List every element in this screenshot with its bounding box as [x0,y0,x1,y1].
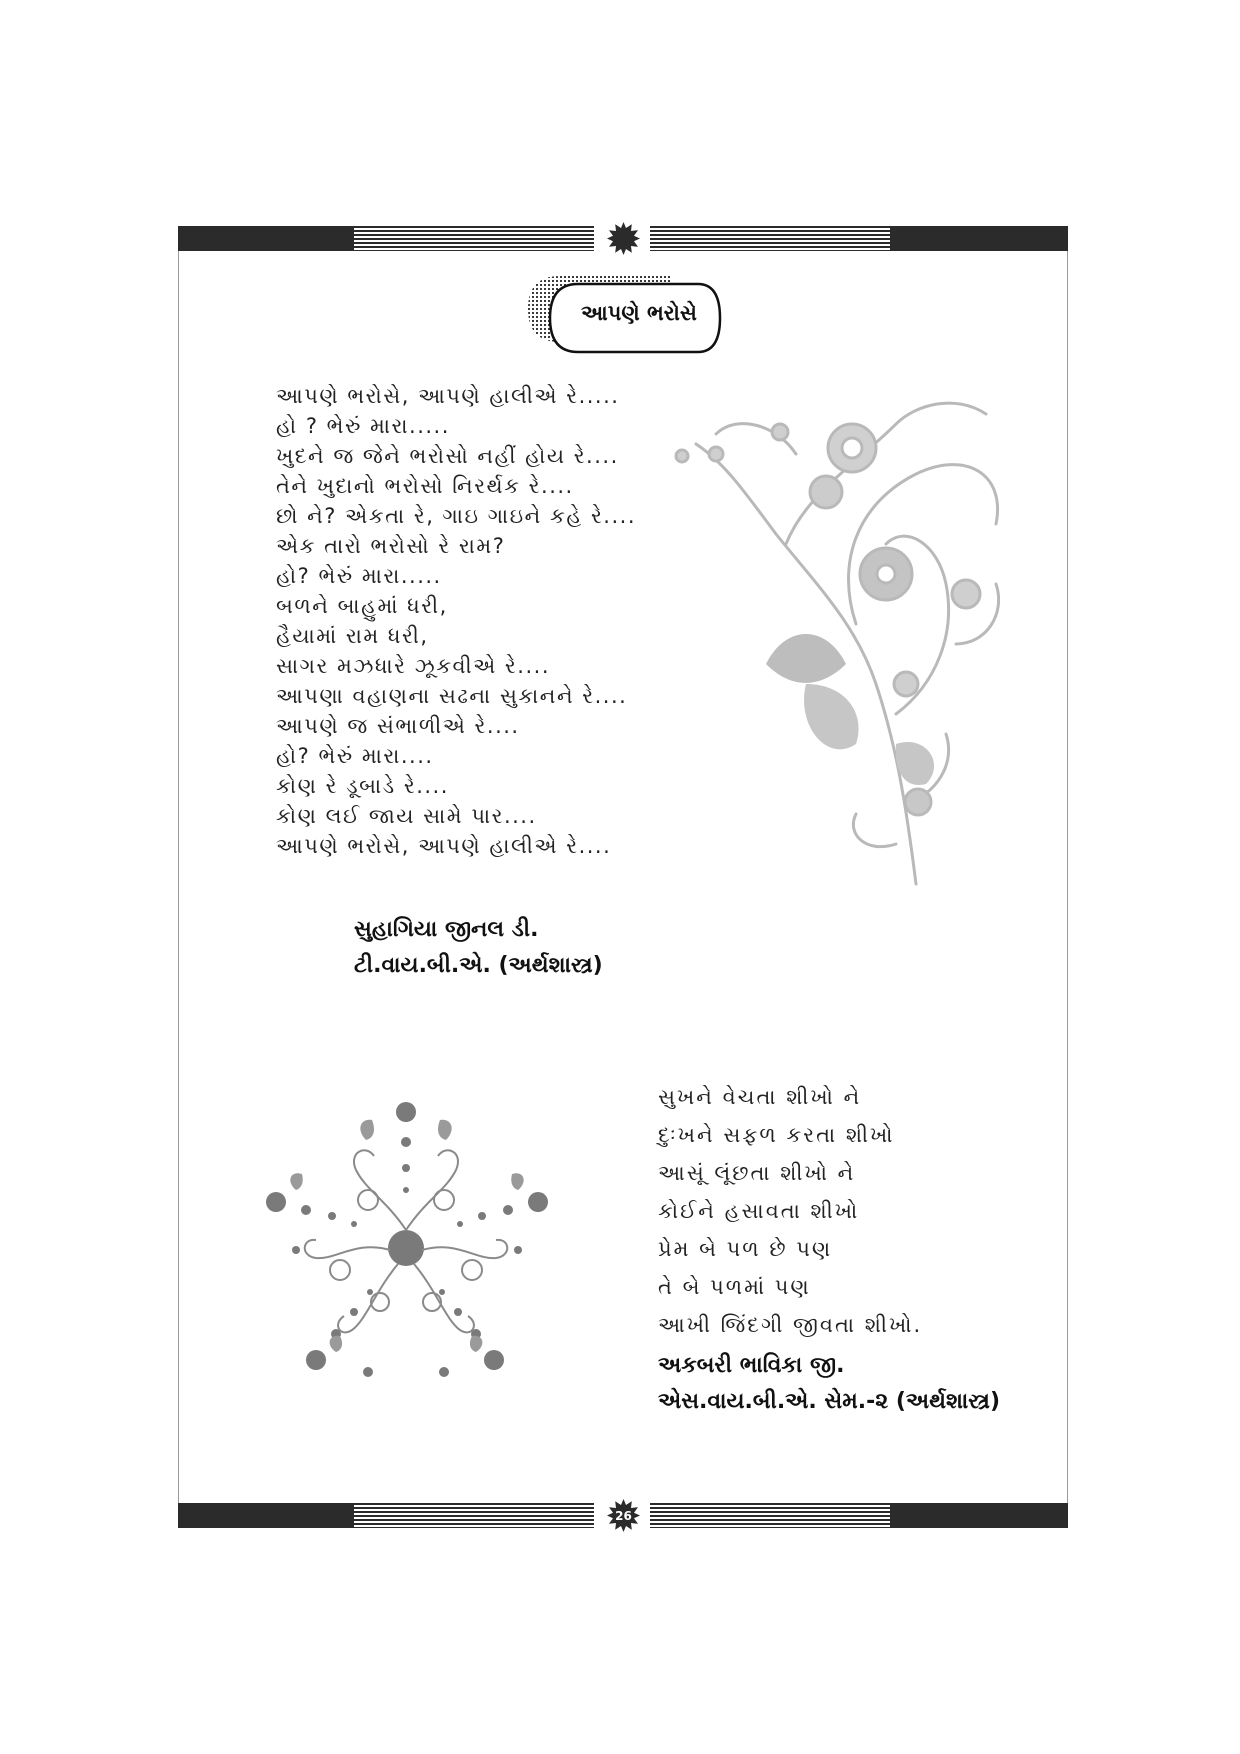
author-class: એસ.વાય.બી.એ. સેમ.-૨ (અર્થશાસ્ત્ર) [658,1389,1001,1414]
poem-1-author [354,912,603,984]
footer-bar-right [890,1503,1068,1528]
poem-line: આપણે જ સંભાળીએ રે.... [276,714,520,738]
poem-line: તેને ખુદાનો ભરોસો નિરર્થક રે.... [276,474,574,498]
poem-line: સુખને વેચતા શીખો ને [658,1085,862,1109]
header-bar-left [178,226,354,251]
poem-2 [658,1078,922,1344]
poem-line: કોણ લઈ જાય સામે પાર.... [276,804,537,828]
footer-stripes-left [354,1503,594,1528]
floral-corner-ornament [656,384,1036,904]
poem-line: ખુદને જ જેને ભરોસો નહીં હોય રે.... [276,444,619,468]
footer-stripes-right [650,1503,890,1528]
poem-line: હૈયામાં રામ ધરી, [276,624,429,648]
poem-line: દુઃખને સફળ કરતા શીખો [658,1123,895,1147]
poem-line: હો ? ભેરું મારા..... [276,414,450,438]
poem-line: હો? ભેરું મારા.... [276,744,434,768]
poem-line: છો ને? એકતા રે, ગાઇ ગાઇને કહે રે.... [276,504,636,528]
sun-medallion-icon [607,222,640,255]
poem-line: તે બે પળમાં પણ [658,1275,811,1299]
header-bar-right [890,226,1068,251]
author-name: અકબરી ભાવિકા જી. [658,1353,845,1378]
poem-line: એક તારો ભરોસો રે રામ? [276,534,506,558]
author-name: સુહાગિયા જીનલ ડી. [354,917,539,942]
title-badge [520,272,726,354]
poem-line: આપણે ભરોસે, આપણે હાલીએ રે.... [276,834,612,858]
poem-line: આસૂં લૂંછતા શીખો ને [658,1161,856,1185]
footer-bar [178,1503,1068,1528]
page-title: આપણે ભરોસે [581,300,697,325]
page-number-medallion [607,1499,640,1532]
header-stripes-right [650,226,890,251]
poem-line: આપણા વહાણના સઢના સુકાનને રે.... [276,684,628,708]
header-bar [178,226,1068,251]
header-stripes-left [354,226,594,251]
poem-line: હો? ભેરું મારા..... [276,564,442,588]
poem-line: કોણ રે ડૂબાડે રે.... [276,774,449,798]
poem-1 [276,381,636,861]
footer-bar-left [178,1503,354,1528]
poem-line: કોઈને હસાવતા શીખો [658,1199,860,1223]
floral-star-ornament [256,1090,556,1390]
poem-line: આપણે ભરોસે, આપણે હાલીએ રે..... [276,384,620,408]
poem-line: સાગર મઝધારે ઝૂકવીએ રે.... [276,654,550,678]
poem-line: બળને બાહુમાં ધરી, [276,594,448,618]
poem-line: આખી જિંદગી જીવતા શીખો. [658,1313,923,1337]
poem-line: પ્રેમ બે પળ છે પણ [658,1237,833,1261]
poem-2-author [658,1348,1000,1420]
author-class: ટી.વાય.બી.એ. (અર્થશાસ્ત્ર) [354,953,603,978]
page-number: 26 [615,1508,632,1523]
